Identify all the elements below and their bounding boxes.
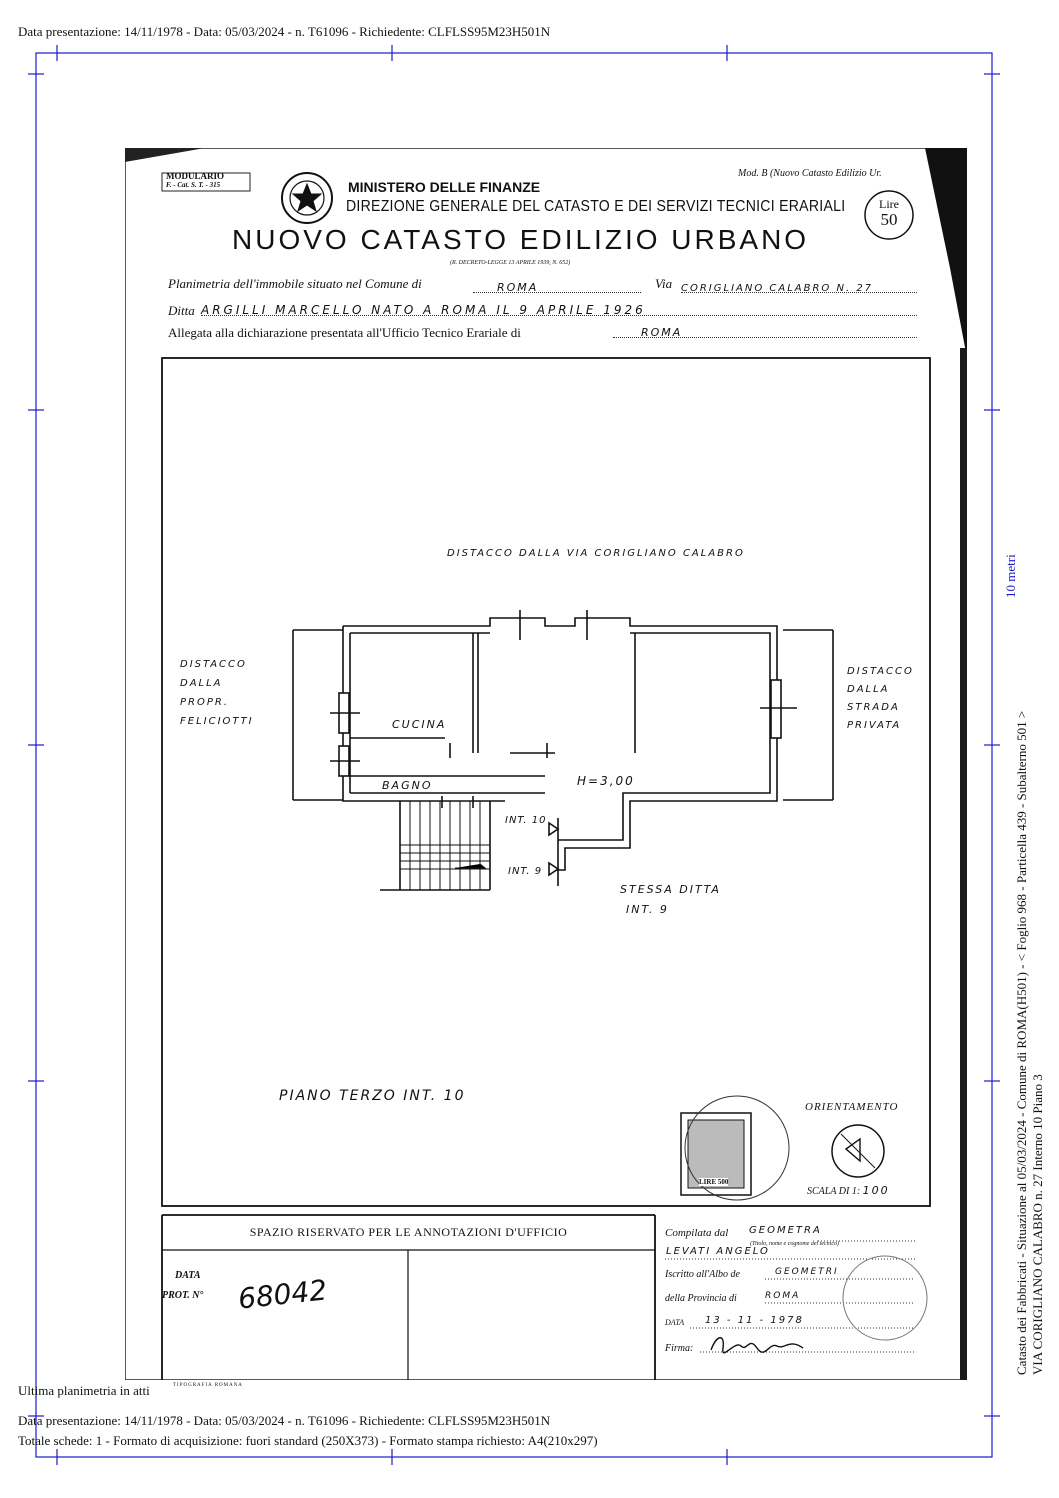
via-label: Via bbox=[655, 276, 673, 291]
decreto-note: (R. DECRETO-LEGGE 13 APRILE 1939, N. 652) bbox=[450, 260, 571, 266]
height-label: H=3,00 bbox=[577, 774, 635, 788]
distacco-left-label bbox=[180, 655, 254, 731]
tecnico-name: LEVATI ANGELO bbox=[666, 1246, 770, 1257]
catasto-line-1: Catasto dei Fabbricati - Situazione al 05/03/2024 - Comune di ROMA(H501) - < Foglio 968 - Particella 439 - Subalterno 501 > bbox=[1014, 710, 1029, 1375]
distacco-top-label: DISTACCO DALLA VIA CORIGLIANO CALABRO bbox=[447, 548, 745, 559]
piano-label: PIANO TERZO INT. 10 bbox=[279, 1088, 466, 1104]
int9-label: INT. 9 bbox=[508, 866, 543, 877]
allegata-value: ROMA bbox=[641, 326, 683, 339]
scala-value: 100 bbox=[862, 1184, 890, 1197]
int10-label: INT. 10 bbox=[505, 815, 547, 826]
emblem-icon bbox=[282, 173, 332, 223]
scala-label bbox=[807, 1184, 890, 1197]
printer-mark: TIPOGRAFIA ROMANA bbox=[173, 1383, 243, 1388]
iscritto-label: Iscritto all'Albo de bbox=[665, 1269, 740, 1280]
provincia-label: della Provincia di bbox=[665, 1293, 737, 1304]
distacco-right-label bbox=[847, 663, 914, 735]
provincia-value: ROMA bbox=[765, 1291, 801, 1301]
mod-b-label: Mod. B (Nuovo Catasto Edilizio Ur. bbox=[738, 168, 882, 179]
spazio-riservato-title: SPAZIO RISERVATO PER LE ANNOTAZIONI D'UFFICIO bbox=[249, 1225, 568, 1239]
data2-label: DATA bbox=[665, 1318, 685, 1327]
stessa-line: STESSA DITTA bbox=[620, 883, 721, 896]
signature bbox=[707, 1330, 827, 1358]
footer-line-1: Data presentazione: 14/11/1978 - Data: 05/03/2024 - n. T61096 - Richiedente: CLFLSS95M23H501N bbox=[18, 1413, 551, 1428]
allegata-label: Allegata alla dichiarazione presentata all'Ufficio Tecnico Erariale di bbox=[168, 325, 521, 340]
document-title: NUOVO CATASTO EDILIZIO URBANO bbox=[232, 224, 810, 255]
planimetria-label: Planimetria dell'immobile situato nel Comune di bbox=[168, 276, 422, 291]
catasto-line-2: VIA CORIGLIANO CALABRO n. 27 Interno 10 Piano 3 bbox=[1030, 1074, 1045, 1375]
header-info: Data presentazione: 14/11/1978 - Data: 05/03/2024 - n. T61096 - Richiedente: CLFLSS95M23H501N bbox=[18, 24, 551, 39]
distacco-right-line: DALLA bbox=[847, 684, 890, 695]
modulario-label: MODULARIO bbox=[166, 171, 224, 181]
prot-value: 68042 bbox=[236, 1273, 329, 1316]
lire-value: 50 bbox=[880, 210, 898, 229]
scala-text: SCALA DI 1: bbox=[807, 1186, 861, 1197]
ditta-label: Ditta bbox=[168, 303, 195, 318]
stamp-value: LIRE 500 bbox=[699, 1178, 729, 1186]
firma-label: Firma: bbox=[665, 1343, 694, 1354]
lire-label: Lire bbox=[879, 197, 899, 211]
scanned-sheet bbox=[125, 148, 967, 1388]
distacco-right-line: PRIVATA bbox=[847, 720, 902, 731]
distacco-left-line: DALLA bbox=[180, 678, 223, 689]
data-label: DATA bbox=[175, 1270, 201, 1281]
distacco-left-line: DISTACCO bbox=[180, 659, 247, 670]
data2-value: 13 - 11 - 1978 bbox=[705, 1315, 804, 1326]
ditta-value: ARGILLI MARCELLO NATO A ROMA IL 9 APRILE 1926 bbox=[201, 303, 646, 317]
ministero-title: MINISTERO DELLE FINANZE bbox=[348, 179, 541, 195]
prot-label: PROT. N° bbox=[162, 1290, 204, 1301]
comune-value: ROMA bbox=[497, 281, 539, 294]
stessa-line: INT. 9 bbox=[626, 903, 669, 916]
scale-label: 10 metri bbox=[1003, 554, 1018, 598]
iscritto-value: GEOMETRI bbox=[775, 1267, 839, 1277]
distacco-right-line: DISTACCO bbox=[847, 666, 914, 677]
footer-ultima: Ultima planimetria in atti bbox=[18, 1383, 150, 1398]
room-label-bagno: BAGNO bbox=[382, 779, 433, 792]
distacco-right-line: STRADA bbox=[847, 702, 900, 713]
compilata-label: Compilata dal bbox=[665, 1227, 729, 1239]
distacco-left-line: PROPR. bbox=[180, 697, 230, 708]
modulario-box bbox=[166, 172, 224, 190]
footer-line-2: Totale schede: 1 - Formato di acquisizione: fuori standard (250X373) - Formato stampa richiesto: A4(210x297) bbox=[18, 1433, 598, 1448]
distacco-left-line: FELICIOTTI bbox=[180, 716, 254, 727]
orientamento-label: ORIENTAMENTO bbox=[805, 1101, 899, 1113]
via-value: CORIGLIANO CALABRO N. 27 bbox=[681, 283, 874, 294]
modulario-code: F. - Cat. S. T. - 315 bbox=[166, 181, 221, 189]
compilata-value: GEOMETRA bbox=[749, 1225, 822, 1236]
direzione-title: DIREZIONE GENERALE DEL CATASTO E DEI SERVIZI TECNICI ERARIALI bbox=[346, 198, 846, 215]
room-label-cucina: CUCINA bbox=[392, 718, 447, 731]
stessa-ditta-label bbox=[620, 880, 721, 920]
titolo-note: (Titolo, nome e cognome del tecnico) bbox=[750, 1241, 839, 1247]
